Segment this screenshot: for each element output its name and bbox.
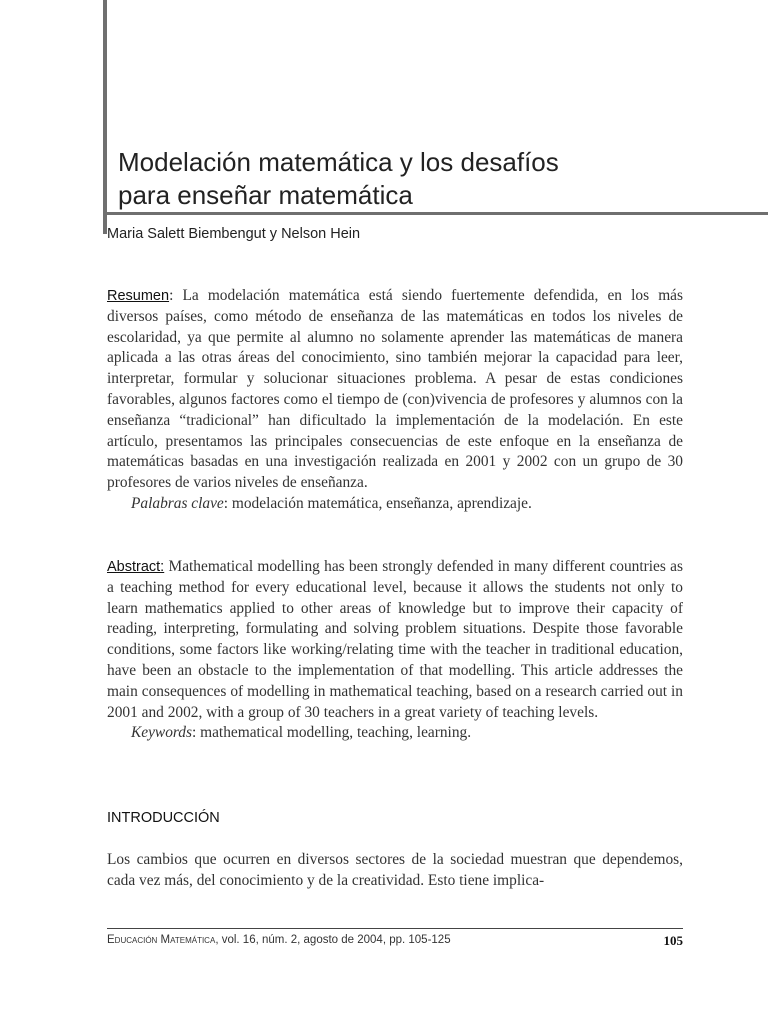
keywords-text: : mathematical modelling, teaching, learning. (192, 724, 472, 742)
abstract-paragraph (107, 557, 683, 723)
resumen-text: : La modelación matemática está siendo fuertemente defendida, en los más diversos países, como método de enseñanza de las matemáticas en todos los niveles de escolaridad, ya que permite al alumno no solamente aprender las matemáticas de manera aplicada a las otras áreas del conocimiento, sino también mejorar la capacidad para leer, interpretar, formular y solucionar situaciones problema. A pesar de estas condiciones favorables, algunos factores como el tiempo de (con)vivencia de profesores y alumnos con la enseñanza “tradicional” han dificultado la implementación de la modelación. En este artículo, presentamos las principales consecuencias de este enfoque en la enseñanza de matemáticas basadas en una investigación realizada en 2001 y 2002 con un grupo de 30 profesores de varios niveles de enseñanza. (107, 287, 683, 492)
journal-name: Educación Matemática (107, 934, 216, 946)
abstract-text: Mathematical modelling has been strongly defended in many different countries as a teaching method for every educational level, because it allows the students not only to learn mathematics applied to other areas of knowledge but to improve their capacity of reading, interpreting, formulating and solving problem situations. Despite those favorable conditions, some factors like working/relating time with the teacher in traditional education, have been an obstacle to the implementation of that modelling. This article addresses the main consequences of modelling in mathematical teaching, based on a research carried out in 2001 and 2002, with a group of 30 teachers in a great variety of teaching levels. (107, 558, 683, 721)
citation: , vol. 16, núm. 2, agosto de 2004, pp. 105-125 (215, 934, 451, 946)
resumen-section (107, 286, 683, 515)
article-title (118, 146, 718, 212)
palabras-clave-text: : modelación matemática, enseñanza, aprendizaje. (223, 494, 532, 512)
resumen-label: Resumen (107, 288, 170, 304)
footer-rule (107, 928, 683, 929)
keywords-label: Keywords (131, 724, 192, 742)
page-number: 105 (663, 933, 683, 948)
vertical-rule (103, 0, 107, 234)
abstract-section (107, 557, 683, 744)
resumen-paragraph (107, 286, 683, 494)
keywords (107, 723, 683, 744)
introduction-paragraph: Los cambios que ocurren en diversos sectores de la sociedad muestran que dependemos, cada vez más, del conocimiento y de la creatividad. Esto tiene implica- (107, 851, 683, 889)
page-footer (107, 934, 683, 946)
section-heading: INTRODUCCIÓN (107, 810, 220, 826)
abstract-label: Abstract: (107, 559, 165, 575)
title-line-1: Modelación matemática y los desafíos (118, 147, 559, 177)
palabras-clave-label: Palabras clave (131, 494, 224, 512)
authors: Maria Salett Biembengut y Nelson Hein (107, 226, 361, 242)
title-underline (103, 212, 768, 215)
title-line-2: para enseñar matemática (118, 180, 413, 210)
palabras-clave (107, 494, 683, 515)
